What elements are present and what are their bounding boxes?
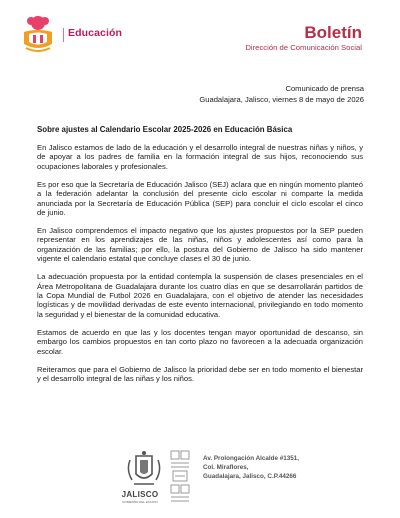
- paragraph: La adecuación propuesta por la entidad contempla la suspensión de clases presenciales en el Área Metropolitana de Guadalajara durante los cuatro días en que se desarrollarán partidos de la Copa Mundial de Futbol 2026 en Guadalajara, con el objetivo de atender las necesidades logísticas y de movilidad derivadas de este evento internacional, privilegiando en todo momento la seguridad y el bienestar de la comunidad educativa.: [37, 272, 363, 319]
- paragraph: En Jalisco estamos de lado de la educación y el desarrollo integral de nuestras niñas y niños, y de apoyar a los padres de familia en la formación integral de sus hijos, reconociendo sus ocupaciones laborales y profesionales.: [37, 143, 363, 171]
- jalisco-logo-text: JALISCO: [121, 490, 159, 499]
- bulletin-subtitle: Dirección de Comunicación Social: [245, 43, 362, 52]
- address-line: Guadalajara, Jalisco, C.P.44266: [203, 473, 297, 480]
- address-line: Av. Prolongación Alcalde #1351,: [203, 455, 300, 462]
- paragraph: Es por eso que la Secretaría de Educación Jalisco (SEJ) aclara que en ningún momento planteó a la federación adelantar la conclusión del presente ciclo escolar ni comparte la medida anunciada por la Secretaría de Educación Pública (SEP) para concluir el ciclo escolar el cinco de junio.: [37, 179, 363, 218]
- jalisco-logo-subtext: GOBIERNO DEL ESTADO: [122, 500, 158, 504]
- education-logo-icon: [18, 14, 58, 54]
- release-type: Comunicado de prensa: [285, 84, 364, 93]
- footer: [0, 444, 400, 518]
- header: [0, 0, 400, 70]
- place-date: Guadalajara, Jalisco, viernes 8 de mayo de 2026: [199, 95, 364, 104]
- header-divider: [63, 28, 64, 42]
- decorative-pattern-icon: [169, 449, 191, 507]
- bulletin-title: Boletín: [304, 23, 362, 42]
- paragraph: Estamos de acuerdo en que las y los docentes tengan mayor oportunidad de descanso, sin embargo los cambios propuestos en tan corto plazo no favorecen a la adecuada organización escolar.: [37, 327, 363, 356]
- paragraph: En Jalisco comprendemos el impacto negativo que los ajustes propuestos por la SEP pueden representar en los aprendizajes de las niñas, niños y adolescentes así como para la organización de las familias; por ello, la postura del Gobierno de Jalisco ha sido mantener vigente el calendario estatal que concluye clases el 30 de junio.: [37, 226, 363, 264]
- paragraph: Reiteramos que para el Gobierno de Jalisco la prioridad debe ser en todo momento el bienestar y el desarrollo integral de las niñas y los niños.: [37, 364, 363, 384]
- document-body: [37, 125, 363, 392]
- document-title: Sobre ajustes al Calendario Escolar 2025-2026 en Educación Básica: [37, 125, 293, 134]
- department-name: Educación: [68, 27, 122, 39]
- address-line: Col. Miraflores,: [203, 464, 249, 471]
- jalisco-coat-of-arms-icon: [114, 450, 174, 492]
